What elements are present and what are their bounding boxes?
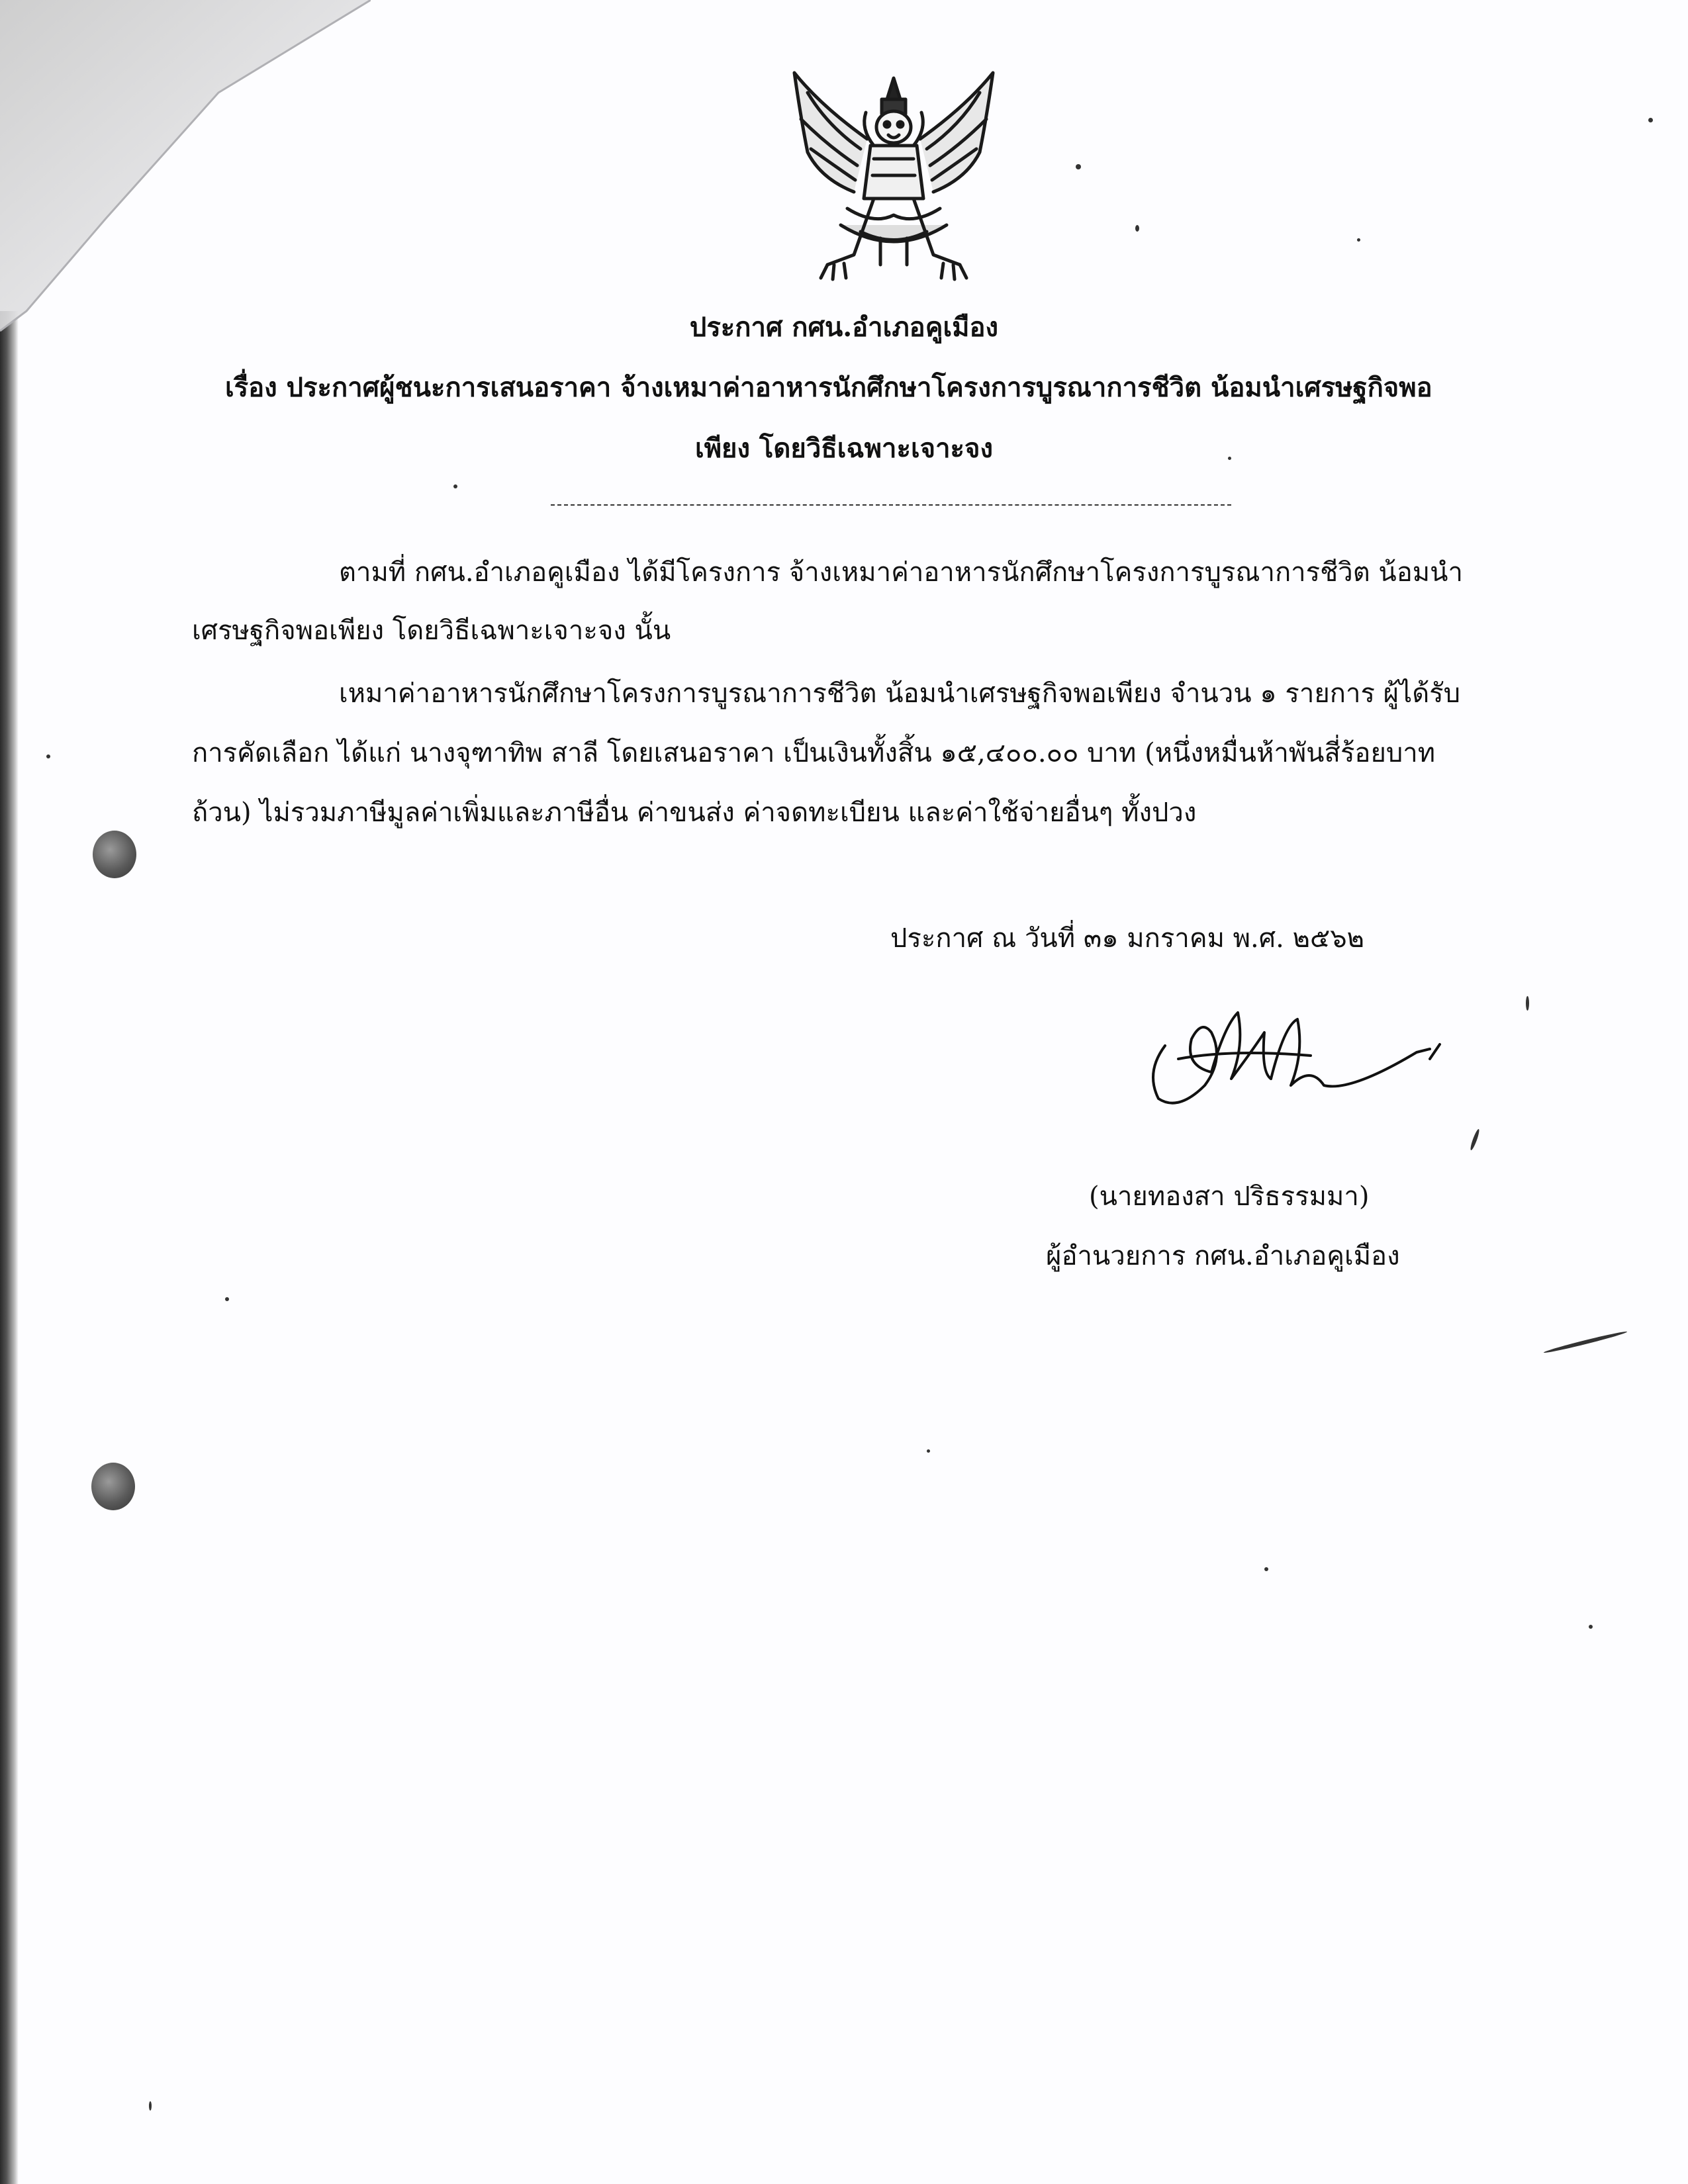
scan-speck [1543,1330,1628,1354]
signer-name: (นายทองสา ปริธรรมมา) [1089,1181,1370,1212]
scan-speck [927,1449,930,1453]
folded-corner [0,0,371,344]
signer-position: ผู้อำนวยการ กศน.อำเภอคูเมือง [1046,1241,1400,1271]
heading-divider [551,504,1231,506]
scan-speck [1135,225,1139,232]
scan-speck [1589,1625,1593,1629]
announcement-subject-line1: เรื่อง ประกาศผู้ชนะการเสนอราคา จ้างเหมาค่าอาหารนักศึกษาโครงการบูรณาการชีวิต น้อมนำเศรษฐกิจพอ [225,372,1432,403]
scan-speck [1469,1128,1480,1151]
scan-speck [1648,118,1653,122]
scan-speck [1076,164,1081,169]
garuda-emblem-icon [781,66,1006,285]
body-para1-line1: ตามที่ กศน.อำเภอคูเมือง ได้มีโครงการ จ้างเหมาค่าอาหารนักศึกษาโครงการบูรณาการชีวิต น้อมนำ [339,557,1463,588]
body-para2-line2: การคัดเลือก ได้แก่ นางจุฑาทิพ สาลี โดยเสนอราคา เป็นเงินทั้งสิ้น ๑๕,๔๐๐.๐๐ บาท (หนึ่งหมื่นห้าพันสี่ร้อยบาท [192,738,1436,768]
announcement-date: ประกาศ ณ วันที่ ๓๑ มกราคม พ.ศ. ๒๕๖๒ [890,923,1364,954]
scan-speck [149,2101,152,2111]
scan-speck [1357,238,1360,242]
scan-speck [453,484,457,488]
scan-speck [1264,1567,1268,1571]
scan-speck [1526,996,1529,1011]
body-para2-line1: เหมาค่าอาหารนักศึกษาโครงการบูรณาการชีวิต น้อมนำเศรษฐกิจพอเพียง จำนวน ๑ รายการ ผู้ได้รับ [339,678,1461,709]
body-para2-line3: ถ้วน) ไม่รวมภาษีมูลค่าเพิ่มและภาษีอื่น ค่าขนส่ง ค่าจดทะเบียน และค่าใช้จ่ายอื่นๆ ทั้งปวง [192,797,1197,828]
scan-speck [225,1297,229,1301]
punch-hole-bottom [91,1463,135,1510]
scan-speck [1228,457,1231,460]
scan-edge [0,311,19,2184]
signature-image [1139,986,1443,1118]
scan-speck [46,754,50,758]
announcement-title: ประกาศ กศน.อำเภอคูเมือง [689,312,999,343]
body-para1-line2: เศรษฐกิจพอเพียง โดยวิธีเฉพาะเจาะจง นั้น [192,615,671,646]
announcement-subject-line2: เพียง โดยวิธีเฉพาะเจาะจง [695,433,993,464]
punch-hole-top [93,831,136,878]
